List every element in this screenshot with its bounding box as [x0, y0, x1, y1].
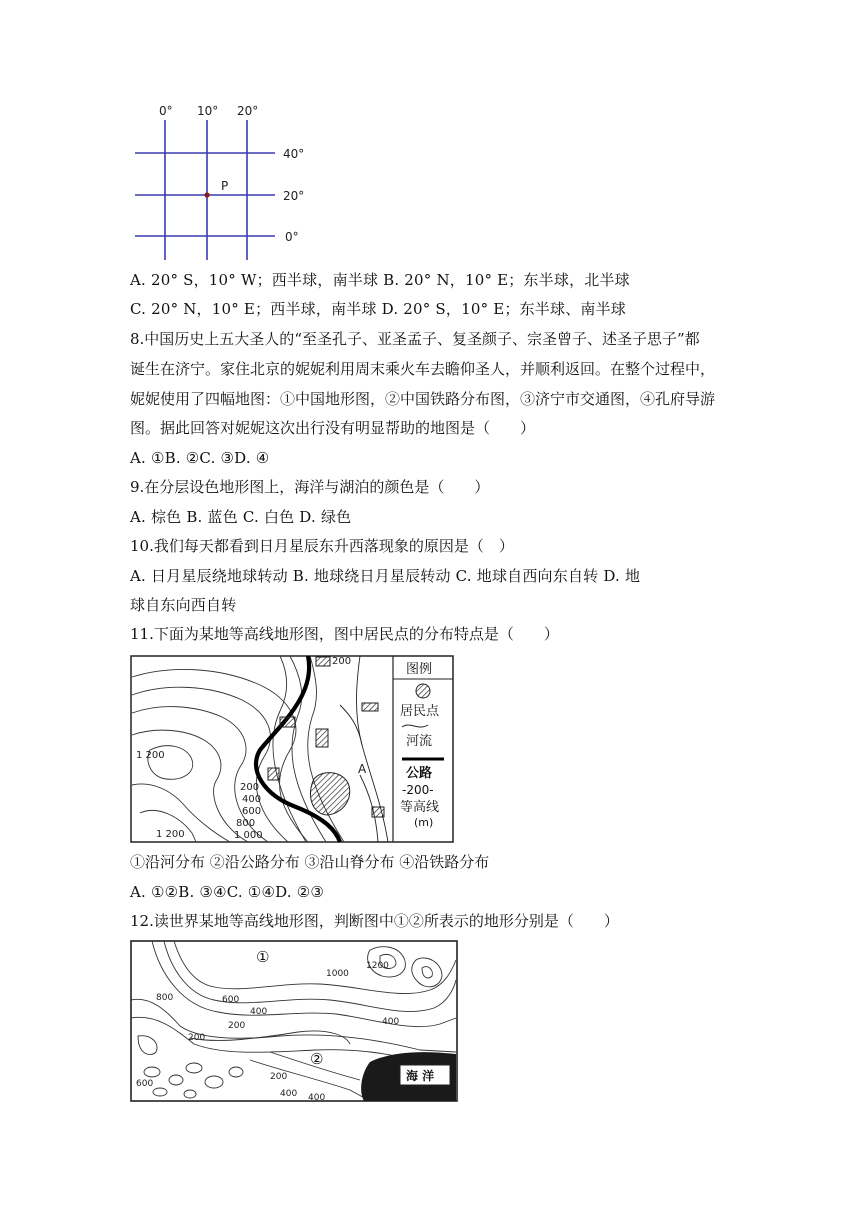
contour-map-settlements: [130, 655, 454, 843]
contour-label-1000: 1 000: [234, 830, 263, 841]
contour-label-400-south-2: 400: [308, 1093, 326, 1102]
legend-unit: (m): [414, 816, 434, 829]
contour-label-400-b: 400: [382, 1017, 400, 1027]
q8-stem-line4: 图。据此回答对妮妮这次出行没有明显帮助的地图是（ ）: [130, 419, 536, 437]
contour-label-400-a: 400: [250, 1007, 268, 1017]
q7-options-line2: C. 20° N，10° E；西半球，南半球 D. 20° S，10° E；东半球、南半球: [130, 300, 626, 318]
contour-label-1000: 1000: [326, 969, 349, 979]
q9-stem: 9.在分层设色地形图上，海洋与湖泊的颜色是（ ）: [130, 478, 490, 496]
legend-contour-value: -200-: [402, 783, 434, 797]
contour-label-600: 600: [222, 995, 240, 1005]
contour-label-1200-bottom: 1 200: [156, 829, 185, 840]
point-p-label: P: [221, 179, 229, 193]
lon-label-10: 10°: [197, 104, 219, 118]
contour-label-400: 400: [242, 794, 262, 805]
sea-label: 海 洋: [406, 1069, 435, 1083]
contour-label-200-b: 200: [188, 1033, 206, 1043]
q8-stem-line3: 妮妮使用了四幅地图：①中国地形图，②中国铁路分布图，③济宁市交通图，④孔府导游: [130, 390, 716, 408]
contour-label-800: 800: [236, 818, 256, 829]
contour-label-600: 600: [242, 806, 262, 817]
legend-settlement-label: 居民点: [400, 704, 440, 719]
legend-road-label: 公路: [406, 766, 433, 781]
contour-label-200-a: 200: [228, 1021, 246, 1031]
q10-options-line2: 球自东向西自转: [130, 596, 237, 614]
lon-label-0: 0°: [159, 104, 173, 118]
legend-river-label: 河流: [406, 734, 433, 749]
q11-stem: 11.下面为某地等高线地形图，图中居民点的分布特点是（ ）: [130, 625, 559, 643]
landform-label-1: ①: [256, 948, 270, 966]
q10-stem: 10.我们每天都看到日月星辰东升西落现象的原因是（ ）: [130, 537, 514, 555]
contour-label-200-south: 200: [270, 1072, 288, 1082]
contour-label-600-south: 600: [136, 1079, 154, 1089]
q8-stem-line2: 诞生在济宁。家住北京的妮妮利用周末乘火车去瞻仰圣人，并顺利返回。在整个过程中，: [130, 360, 716, 378]
lat-label-20: 20°: [283, 189, 305, 203]
contour-label-200: 200: [240, 782, 260, 793]
q12-stem: 12.读世界某地等高线地形图，判断图中①②所表示的地形分别是（ ）: [130, 912, 619, 930]
lat-label-40: 40°: [283, 147, 305, 161]
lat-label-0: 0°: [285, 230, 299, 244]
graticule-figure: [125, 100, 325, 262]
legend-contour-label: 等高线: [400, 800, 440, 815]
q8-stem-line1: 8.中国历史上五大圣人的“至圣孔子、亚圣孟子、复圣颜子、宗圣曾子、述圣子思子”都: [130, 330, 700, 348]
q8-options: A. ①B. ②C. ③D. ④: [130, 449, 270, 467]
lon-label-20: 20°: [237, 104, 259, 118]
legend-title: 图例: [406, 662, 433, 677]
q9-options: A. 棕色 B. 蓝色 C. 白色 D. 绿色: [130, 508, 352, 526]
contour-label-200-top: 200: [332, 656, 352, 667]
q11-options: A. ①②B. ③④C. ①④D. ②③: [130, 883, 325, 901]
contour-label-800: 800: [156, 993, 174, 1003]
q11-choices: ①沿河分布 ②沿公路分布 ③沿山脊分布 ④沿铁路分布: [130, 853, 490, 871]
contour-map-landforms: [130, 940, 458, 1102]
q10-options-line1: A. 日月星辰绕地球转动 B. 地球绕日月星辰转动 C. 地球自西向东自转 D. 地: [130, 567, 641, 585]
landform-label-2: ②: [310, 1050, 324, 1068]
contour-label-1200-left: 1 200: [136, 750, 165, 761]
contour-label-400-south: 400: [280, 1089, 298, 1099]
contour-label-1200: 1200: [366, 961, 389, 971]
point-a-label: A: [358, 762, 367, 776]
legend-settlement-icon: [416, 684, 430, 698]
point-p-marker: [204, 192, 209, 197]
q7-options-line1: A. 20° S，10° W；西半球，南半球 B. 20° N，10° E；东半球，北半球: [130, 271, 630, 289]
